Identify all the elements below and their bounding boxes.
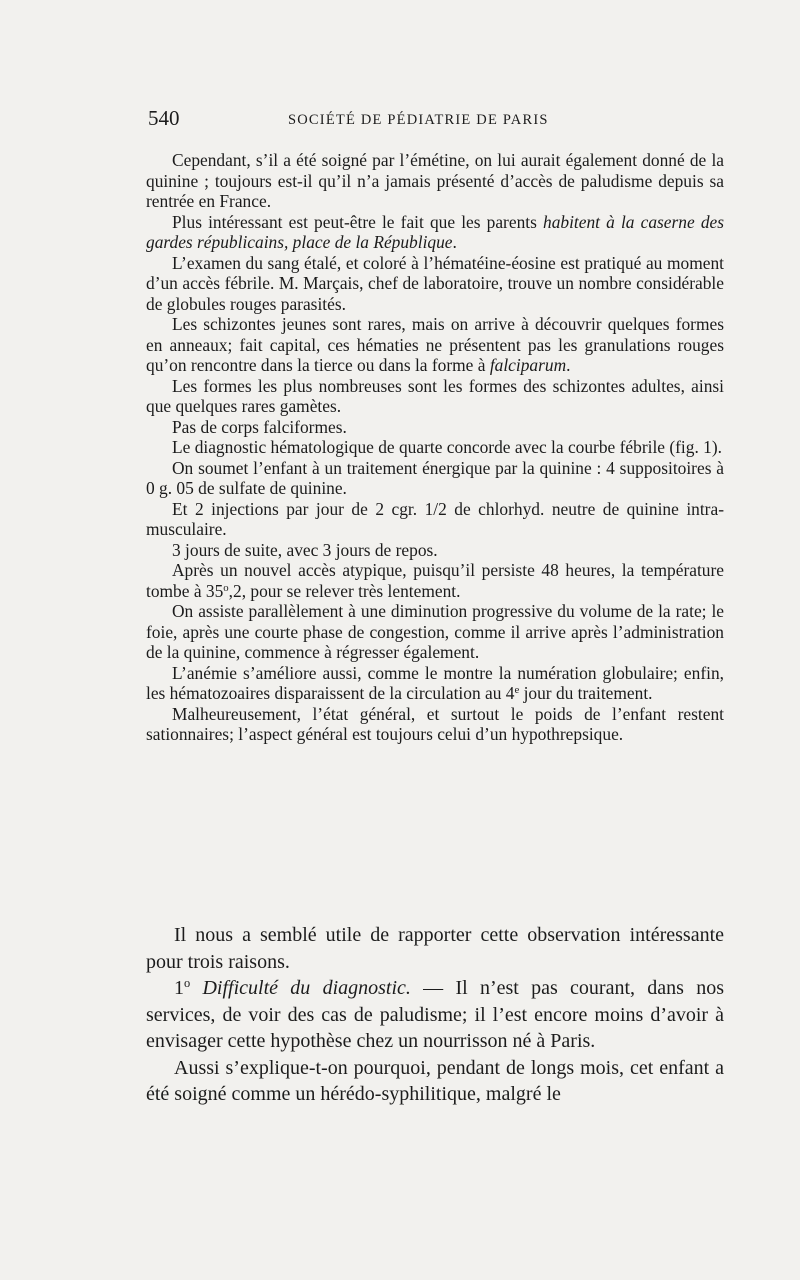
paragraph: 3 jours de suite, avec 3 jours de repos. <box>172 539 438 560</box>
paragraph: Cependant, s’il a été soigné par l’émétine, on lui aurait également donné de la quinine ; toujours est-il qu’il n’a jamais présenté d’accès de paludisme depuis sa rentrée en France. <box>146 150 724 211</box>
discussion-text <box>146 922 724 1108</box>
paragraph: Plus intéressant est peut-être le fait que les parents habitent à la caserne des gardes républicains, place de la République. <box>146 211 725 252</box>
paragraph: Pas de corps falciformes. <box>172 416 347 437</box>
paragraph: Malheureusement, l’état général, et surtout le poids de l’enfant restent sationnaires; l’aspect général est toujours celui d’un hypothrepsique. <box>146 703 724 744</box>
paragraph: Il nous a semblé utile de rapporter cette observation intéressante pour trois raisons. <box>146 924 724 973</box>
running-title: SOCIÉTÉ DE PÉDIATRIE DE PARIS <box>288 112 549 128</box>
paragraph: Aussi s’explique-t-on pourquoi, pendant de longs mois, cet enfant a été soigné comme un hérédo-syphilitique, malgré le <box>146 1056 724 1105</box>
case-report-text <box>146 150 724 745</box>
paragraph: Après un nouvel accès atypique, puisqu’il persiste 48 heures, la température tombe à 35$^o$,2, pour se relever très lentement. <box>146 560 724 601</box>
paragraph: On soumet l’enfant à un traitement énergique par la quinine : 4 suppositoires à 0 g. 05 de sulfate de quinine. <box>146 457 724 498</box>
paragraph: Et 2 injections par jour de 2 cgr. 1/2 de chlorhyd. neutre de quinine intra-musculaire. <box>146 498 724 539</box>
paragraph: L’anémie s’améliore aussi, comme le montre la numération globulaire; enfin, les hématozoaires disparaissent de la circulation au 4e jour du traitement. <box>146 662 724 703</box>
paragraph: On assiste parallèlement à une diminution progressive du volume de la rate; le foie, après une courte phase de congestion, comme il arrive après l’administration de la quinine, commence à régresser également. <box>146 601 724 662</box>
page-header <box>148 106 723 136</box>
paragraph: Les formes les plus nombreuses sont les formes des schizontes adultes, ainsi que quelques rares gamètes. <box>146 375 724 416</box>
paragraph: L’examen du sang étalé, et coloré à l’hématéine-éosine est pratiqué au moment d’un accès fébrile. M. Marçais, chef de laboratoire, trouve un nombre considérable de globules rouges parasités. <box>146 252 724 314</box>
paragraph: 1$^o$ Difficulté du diagnostic. — Il n’est pas courant, dans nos services, de voir des cas de paludisme; il l’est encore moins d’avoir à envisager cette hypothèse chez un nourrisson né à Paris. <box>146 976 724 1052</box>
paragraph: Les schizontes jeunes sont rares, mais on arrive à découvrir quelques formes en anneaux; fait capital, ces hématies ne présentent pas les granulations rouges qu’on rencontre dans la tierce ou dans la forme à falciparum. <box>146 314 724 375</box>
page-number: 540 <box>148 106 180 130</box>
paragraph: Le diagnostic hématologique de quarte concorde avec la courbe fébrile (fig. 1). <box>172 437 722 457</box>
